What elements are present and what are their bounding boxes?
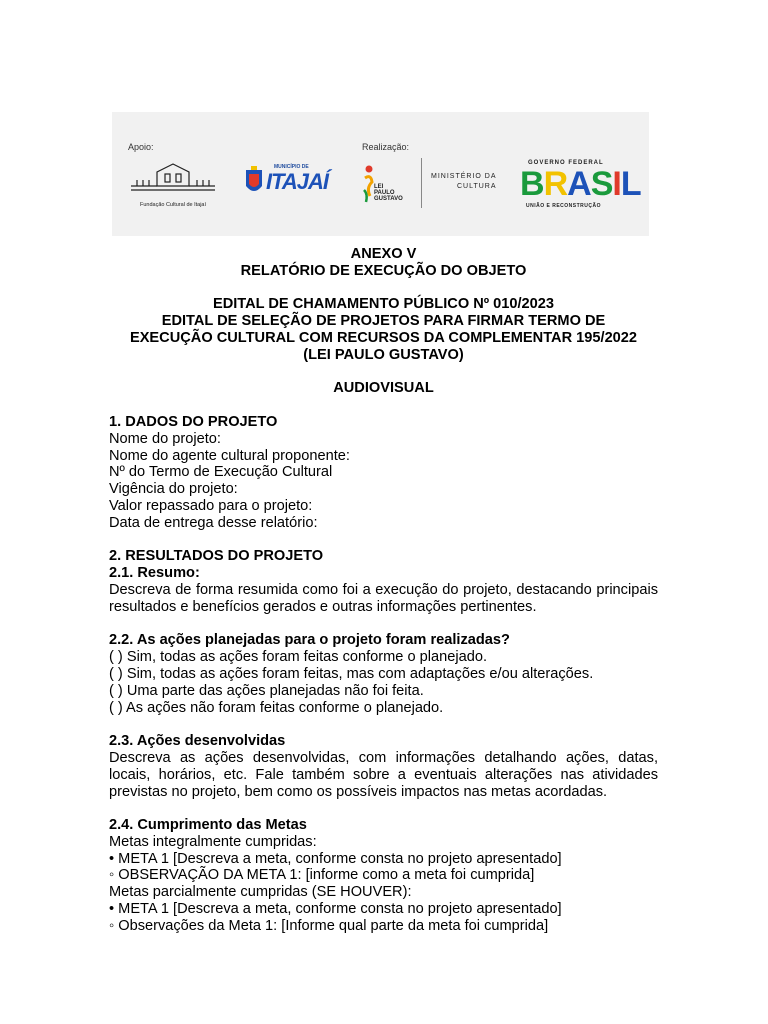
metas-heading: 2.4. Cumprimento das Metas: [109, 817, 307, 834]
acoes-option: ( ) Sim, todas as ações foram feitas, mas com adaptações e/ou alterações.: [109, 665, 594, 682]
sponsor-banner: [112, 112, 649, 236]
lei-label: LEI: [374, 184, 384, 190]
report-title: RELATÓRIO DE EXECUÇÃO DO OBJETO: [240, 262, 527, 279]
brasil-letter: A: [567, 165, 591, 203]
municipio-label: MUNICÍPIO DE: [274, 164, 309, 170]
section-1-heading: 1. DADOS DO PROJETO: [109, 413, 278, 430]
lei-paulo-gustavo-logo: [362, 164, 412, 210]
project-field: Nº do Termo de Execução Cultural: [109, 464, 333, 481]
brasil-letter: R: [543, 165, 568, 203]
document-body: [109, 246, 658, 935]
edital-line-3: EXECUÇÃO CULTURAL COM RECURSOS DA COMPLEMENTAR 195/2022: [129, 329, 638, 346]
itajai-logo: [244, 164, 344, 204]
governo-federal-logo: [518, 160, 641, 212]
brasil-letter: B: [520, 165, 544, 203]
acoes-option: ( ) Uma parte das ações planejadas não foi feita.: [109, 682, 424, 699]
fundacao-building-icon: [127, 158, 219, 202]
desenvolvidas-heading: 2.3. Ações desenvolvidas: [109, 733, 286, 750]
edital-line-4: (LEI PAULO GUSTAVO): [303, 346, 464, 363]
acoes-option: ( ) Sim, todas as ações foram feitas conforme o planejado.: [109, 649, 487, 666]
edital-line-1: EDITAL DE CHAMAMENTO PÚBLICO Nº 010/2023: [212, 296, 555, 313]
ministerio-line1: MINISTÉRIO DA: [431, 173, 497, 180]
brasil-letter: I: [612, 165, 621, 203]
metas-line: Metas parcialmente cumpridas (SE HOUVER):: [109, 884, 412, 901]
itajai-wordmark: ITAJAÍ: [266, 169, 329, 194]
project-field: Valor repassado para o projeto:: [109, 497, 313, 514]
project-field: Vigência do projeto:: [109, 481, 238, 498]
metas-line: Metas integralmente cumpridas:: [109, 833, 317, 850]
fundacao-cultural-logo: [127, 158, 219, 212]
brasil-letter: S: [590, 165, 613, 203]
resumo-heading: 2.1. Resumo:: [109, 565, 200, 582]
uniao-reconstrucao-label: UNIÃO E RECONSTRUÇÃO: [526, 203, 602, 209]
ministerio-line2: CULTURA: [456, 183, 497, 190]
project-field: Data de entrega desse relatório:: [109, 514, 318, 531]
category-title: AUDIOVISUAL: [333, 380, 434, 397]
apoio-label: Apoio:: [128, 142, 154, 152]
lei-paulo-gustavo-text: [374, 184, 403, 202]
governo-federal-label: GOVERNO FEDERAL: [528, 160, 604, 166]
ministerio-cultura-logo: [431, 172, 497, 192]
annex-title: ANEXO V: [350, 246, 417, 262]
metas-line: ◦ OBSERVAÇÃO DA META 1: [informe como a meta foi cumprida]: [109, 867, 535, 884]
acoes-option: ( ) As ações não foram feitas conforme o planejado.: [109, 699, 444, 716]
project-field: Nome do projeto:: [109, 430, 221, 447]
realizacao-label: Realização:: [362, 142, 410, 152]
metas-line: • META 1 [Descreva a meta, conforme consta no projeto apresentado]: [109, 901, 562, 918]
metas-line: • META 1 [Descreva a meta, conforme consta no projeto apresentado]: [109, 850, 562, 867]
paulo-label: PAULO: [374, 190, 395, 196]
brasil-wordmark: [520, 167, 641, 201]
gustavo-label: GUSTAVO: [374, 196, 403, 202]
edital-line-2: EDITAL DE SELEÇÃO DE PROJETOS PARA FIRMAR TERMO DE: [161, 313, 606, 330]
section-2-heading: 2. RESULTADOS DO PROJETO: [109, 548, 324, 565]
brasil-letter: L: [620, 165, 641, 203]
desenvolvidas-text: Descreva as ações desenvolvidas, com informações detalhando ações, datas, locais, horários, etc. Fale também sobre a eventuais alterações nas atividades previstas no projeto, bem como os possíveis impactos nas metas acordadas.: [109, 749, 658, 800]
banner-divider: [421, 158, 422, 208]
project-field: Nome do agente cultural proponente:: [109, 447, 350, 464]
itajai-crest-icon: [244, 166, 264, 196]
acoes-heading: 2.2. As ações planejadas para o projeto foram realizadas?: [109, 632, 510, 649]
metas-line: ◦ Observações da Meta 1: [Informe qual parte da meta foi cumprida]: [109, 917, 549, 934]
fundacao-label: Fundação Cultural de Itajaí: [139, 202, 207, 208]
resumo-text: Descreva de forma resumida como foi a execução do projeto, destacando principais resultados e benefícios gerados e outras informações pertinentes.: [109, 581, 658, 615]
